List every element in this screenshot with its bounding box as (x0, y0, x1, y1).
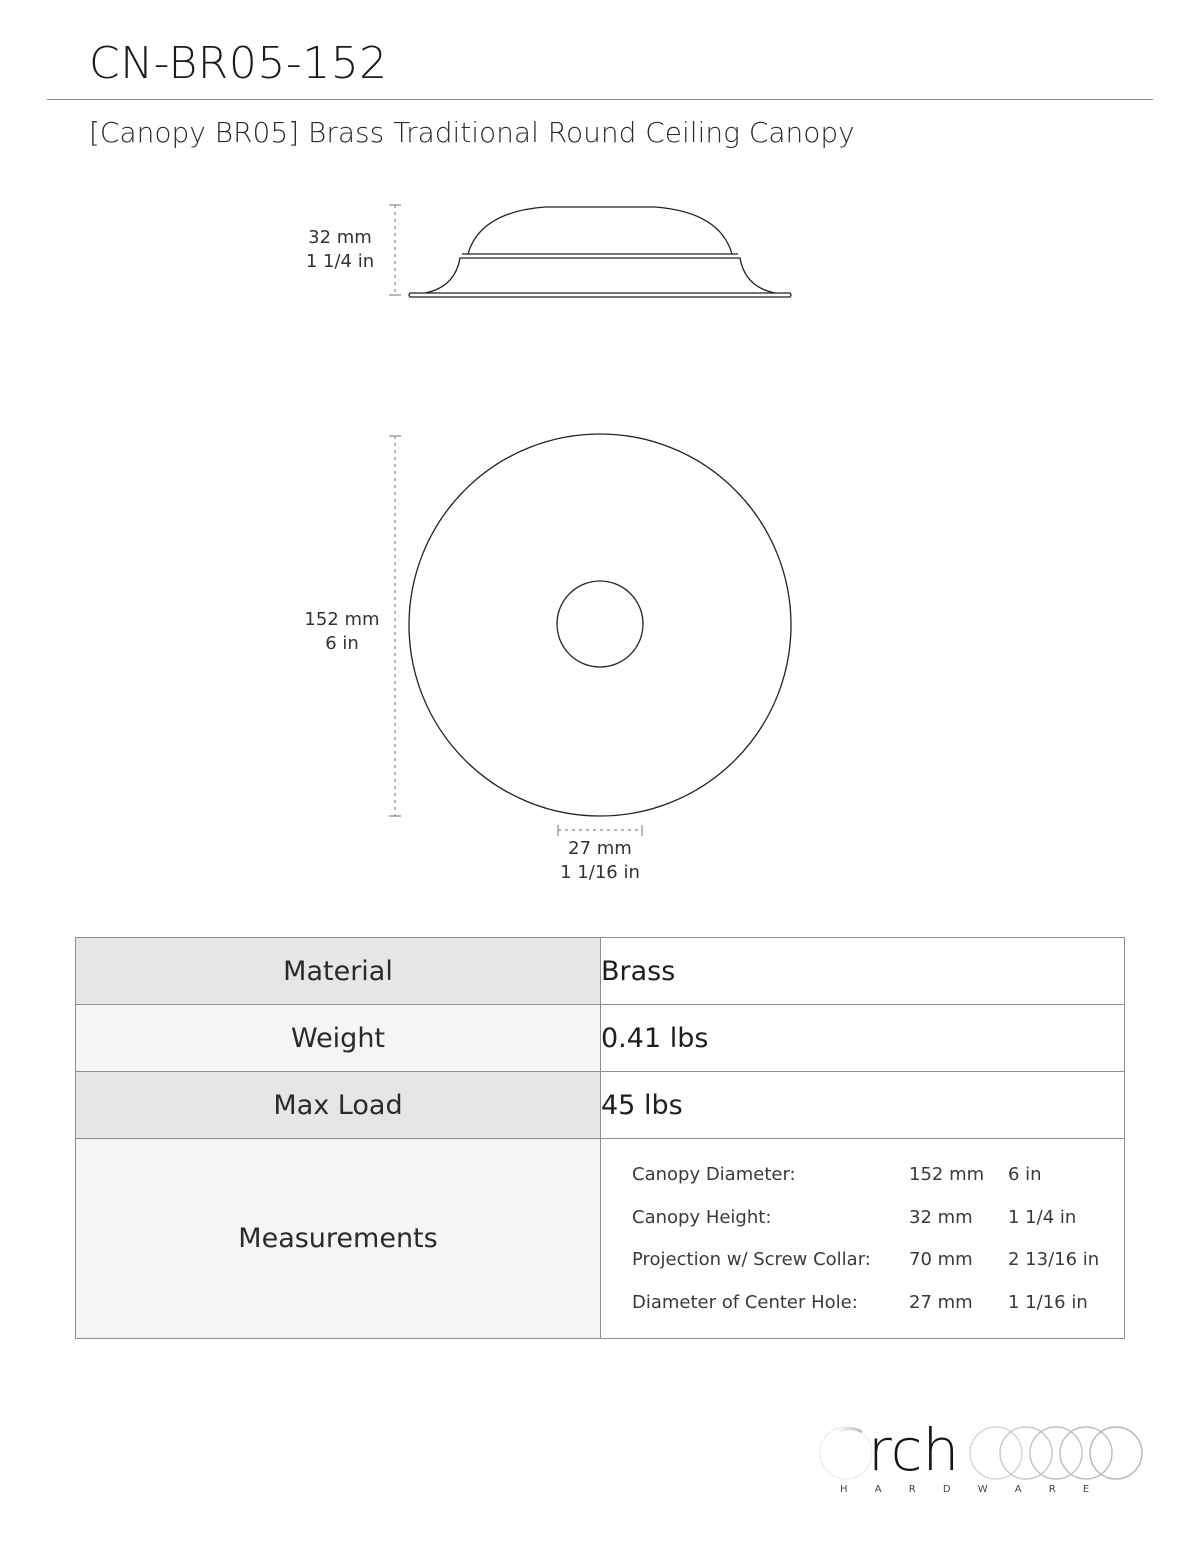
specifications-table (75, 937, 1125, 1339)
material-label: Material (76, 938, 601, 1005)
hole-dimension-line (558, 825, 642, 836)
table-row (76, 1005, 1125, 1072)
height-dimension-label (290, 226, 390, 274)
height-mm: 32 mm (308, 227, 372, 248)
hole-dimension-label (540, 837, 660, 885)
measurement-in: 2 13/16 in (1008, 1249, 1100, 1270)
logo-wordmark: rch (868, 1420, 960, 1484)
measurements-label: Measurements (76, 1139, 601, 1339)
center-hole-circle (557, 581, 643, 667)
side-view (409, 207, 791, 297)
measurement-name: Projection w/ Screw Collar: (632, 1249, 871, 1270)
measurement-mm: 70 mm (909, 1249, 973, 1270)
diameter-mm: 152 mm (304, 609, 380, 630)
measurement-in: 1 1/4 in (1008, 1207, 1077, 1228)
diameter-dimension-label (292, 608, 392, 656)
measurement-in: 1 1/16 in (1008, 1292, 1088, 1313)
weight-label: Weight (76, 1005, 601, 1072)
height-dimension-line (389, 205, 401, 295)
height-in: 1 1/4 in (305, 251, 375, 272)
measurements-list (601, 1139, 1124, 1338)
measurement-mm: 27 mm (909, 1292, 973, 1313)
measurement-mm: 32 mm (909, 1207, 973, 1228)
product-description: [Canopy BR05] Brass Traditional Round Ceiling Canopy (89, 116, 855, 149)
table-row (76, 1139, 1125, 1339)
canopy-outline-circle (409, 434, 791, 816)
material-value: Brass (601, 938, 1125, 1005)
part-number-title: CN-BR05-152 (89, 38, 388, 89)
measurement-name: Canopy Diameter: (632, 1164, 796, 1185)
logo-tagline: H A R D W A R E (840, 1484, 1102, 1495)
hole-mm: 27 mm (568, 838, 632, 859)
brand-logo (818, 1420, 1158, 1500)
canopy-side-profile (409, 293, 791, 297)
table-row (76, 1072, 1125, 1139)
max-load-label: Max Load (76, 1072, 601, 1139)
measurement-name: Canopy Height: (632, 1207, 772, 1228)
hole-in: 1 1/16 in (560, 862, 640, 883)
max-load-value: 45 lbs (601, 1072, 1125, 1139)
table-row (76, 938, 1125, 1005)
measurement-name: Diameter of Center Hole: (632, 1292, 858, 1313)
diameter-in: 6 in (325, 633, 359, 654)
measurement-mm: 152 mm (909, 1164, 985, 1185)
measurements-cell (601, 1139, 1125, 1339)
weight-value: 0.41 lbs (601, 1005, 1125, 1072)
measurement-in: 6 in (1008, 1164, 1042, 1185)
